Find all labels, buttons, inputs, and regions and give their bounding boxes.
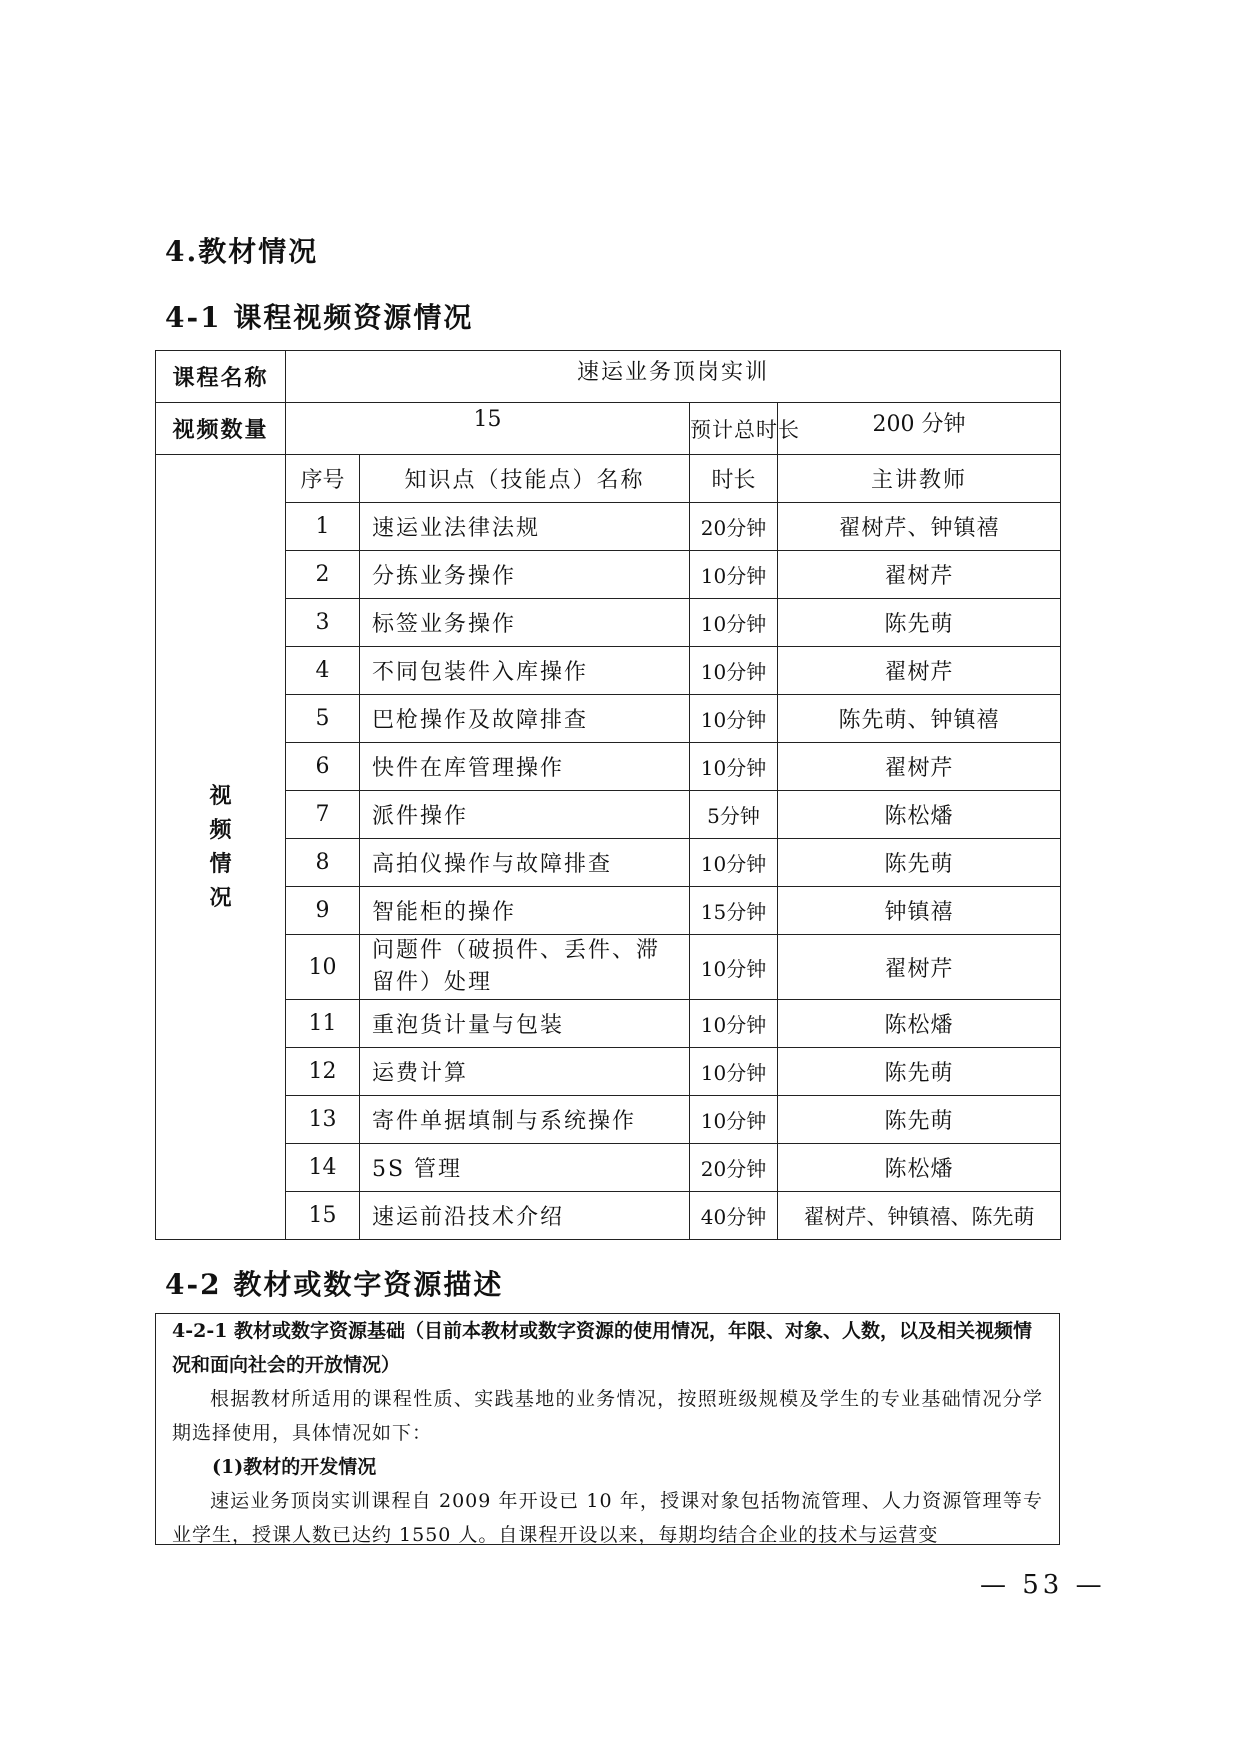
row-teacher: 翟树芹 — [778, 743, 1061, 791]
row-teacher: 陈松燔 — [778, 1144, 1061, 1192]
header-duration: 时长 — [690, 455, 778, 503]
row-duration: 10分钟 — [690, 695, 778, 743]
table-row — [156, 1000, 1061, 1048]
row-teacher: 钟镇禧 — [778, 887, 1061, 935]
description-box — [155, 1313, 1060, 1545]
table-header-row — [156, 455, 1061, 503]
row-no: 13 — [286, 1096, 360, 1144]
row-teacher: 翟树芹、钟镇禧 — [778, 503, 1061, 551]
video-count-row — [156, 403, 1061, 455]
course-name-row — [156, 351, 1061, 403]
row-no: 3 — [286, 599, 360, 647]
row-no: 6 — [286, 743, 360, 791]
table-row — [156, 887, 1061, 935]
row-name: 分拣业务操作 — [360, 551, 690, 599]
row-no: 7 — [286, 791, 360, 839]
row-duration: 20分钟 — [690, 1144, 778, 1192]
row-teacher: 陈先萌 — [778, 839, 1061, 887]
total-duration-label-cell — [690, 403, 800, 455]
row-duration: 20分钟 — [690, 503, 778, 551]
table-row — [156, 1192, 1061, 1240]
row-no: 5 — [286, 695, 360, 743]
table-row — [156, 647, 1061, 695]
row-teacher: 翟树芹 — [778, 647, 1061, 695]
row-teacher: 陈先萌 — [778, 599, 1061, 647]
row-name: 速运业法律法规 — [360, 503, 690, 551]
row-teacher: 陈松燔 — [778, 1000, 1061, 1048]
course-name-label: 课程名称 — [156, 351, 286, 403]
row-duration: 5分钟 — [690, 791, 778, 839]
row-name: 标签业务操作 — [360, 599, 690, 647]
page-number: — 53 — — [980, 1570, 1106, 1600]
row-duration: 10分钟 — [690, 1096, 778, 1144]
total-duration-label: 预计总时长 — [690, 417, 800, 442]
row-name: 重泡货计量与包装 — [360, 1000, 690, 1048]
row-duration: 15分钟 — [690, 887, 778, 935]
header-teacher: 主讲教师 — [778, 455, 1061, 503]
description-subheading: (1)教材的开发情况 — [212, 1456, 377, 1478]
row-teacher: 陈先萌、钟镇禧 — [778, 695, 1061, 743]
course-name-value: 速运业务顶岗实训 — [286, 351, 1061, 403]
table-row — [156, 1048, 1061, 1096]
total-duration-value: 200 分钟 — [778, 403, 1061, 455]
row-no: 2 — [286, 551, 360, 599]
table-row — [156, 935, 1061, 1000]
description-heading: 4-2-1 教材或数字资源基础（目前本教材或数字资源的使用情况，年限、对象、人数，以及相关视频情况和面向社会的开放情况） — [172, 1320, 1033, 1376]
row-duration: 10分钟 — [690, 1000, 778, 1048]
row-teacher: 翟树芹 — [778, 551, 1061, 599]
table-row — [156, 839, 1061, 887]
video-count-label: 视频数量 — [156, 403, 286, 455]
row-no: 11 — [286, 1000, 360, 1048]
row-no: 14 — [286, 1144, 360, 1192]
table-row — [156, 1096, 1061, 1144]
row-duration: 10分钟 — [690, 743, 778, 791]
row-teacher: 翟树芹 — [778, 935, 1061, 1000]
table-row — [156, 791, 1061, 839]
row-no: 12 — [286, 1048, 360, 1096]
video-side-label-cell — [156, 455, 286, 1240]
description-paragraph-2: 速运业务顶岗实训课程自 2009 年开设已 10 年，授课对象包括物流管理、人力资源管理等专业学生，授课人数已达约 1550 人。自课程开设以来，每期均结合企业的技术与运营变 — [172, 1490, 1043, 1545]
row-no: 1 — [286, 503, 360, 551]
video-side-label: 视频情况 — [209, 783, 232, 911]
row-teacher: 陈先萌 — [778, 1048, 1061, 1096]
row-duration: 10分钟 — [690, 935, 778, 1000]
row-no: 15 — [286, 1192, 360, 1240]
row-duration: 10分钟 — [690, 599, 778, 647]
row-duration: 10分钟 — [690, 551, 778, 599]
row-name: 5S 管理 — [360, 1144, 690, 1192]
row-name: 运费计算 — [360, 1048, 690, 1096]
row-duration: 10分钟 — [690, 1048, 778, 1096]
row-duration: 10分钟 — [690, 839, 778, 887]
row-name: 巴枪操作及故障排查 — [360, 695, 690, 743]
row-teacher: 陈先萌 — [778, 1096, 1061, 1144]
table-row — [156, 599, 1061, 647]
subsection-heading-video: 4-1 课程视频资源情况 — [165, 301, 474, 334]
row-name: 不同包装件入库操作 — [360, 647, 690, 695]
row-name: 派件操作 — [360, 791, 690, 839]
row-no: 9 — [286, 887, 360, 935]
video-count-value: 15 — [286, 403, 690, 455]
row-name: 速运前沿技术介绍 — [360, 1192, 690, 1240]
row-teacher: 翟树芹、钟镇禧、陈先萌 — [778, 1192, 1061, 1240]
row-no: 4 — [286, 647, 360, 695]
video-resource-table — [155, 350, 1061, 1240]
table-row — [156, 1144, 1061, 1192]
table-row — [156, 695, 1061, 743]
row-name: 问题件（破损件、丢件、滞留件）处理 — [360, 935, 690, 1000]
row-name: 寄件单据填制与系统操作 — [360, 1096, 690, 1144]
row-no: 8 — [286, 839, 360, 887]
subsection-heading-description: 4-2 教材或数字资源描述 — [165, 1268, 504, 1301]
table-row — [156, 503, 1061, 551]
row-name: 高拍仪操作与故障排查 — [360, 839, 690, 887]
section-heading: 4.教材情况 — [165, 235, 319, 268]
row-duration: 10分钟 — [690, 647, 778, 695]
header-name: 知识点（技能点）名称 — [360, 455, 690, 503]
row-name: 快件在库管理操作 — [360, 743, 690, 791]
row-duration: 40分钟 — [690, 1192, 778, 1240]
row-name: 智能柜的操作 — [360, 887, 690, 935]
row-no: 10 — [286, 935, 360, 1000]
description-paragraph-1: 根据教材所适用的课程性质、实践基地的业务情况，按照班级规模及学生的专业基础情况分学期选择使用，具体情况如下： — [172, 1388, 1043, 1444]
table-row — [156, 551, 1061, 599]
header-no: 序号 — [286, 455, 360, 503]
row-teacher: 陈松燔 — [778, 791, 1061, 839]
table-row — [156, 743, 1061, 791]
